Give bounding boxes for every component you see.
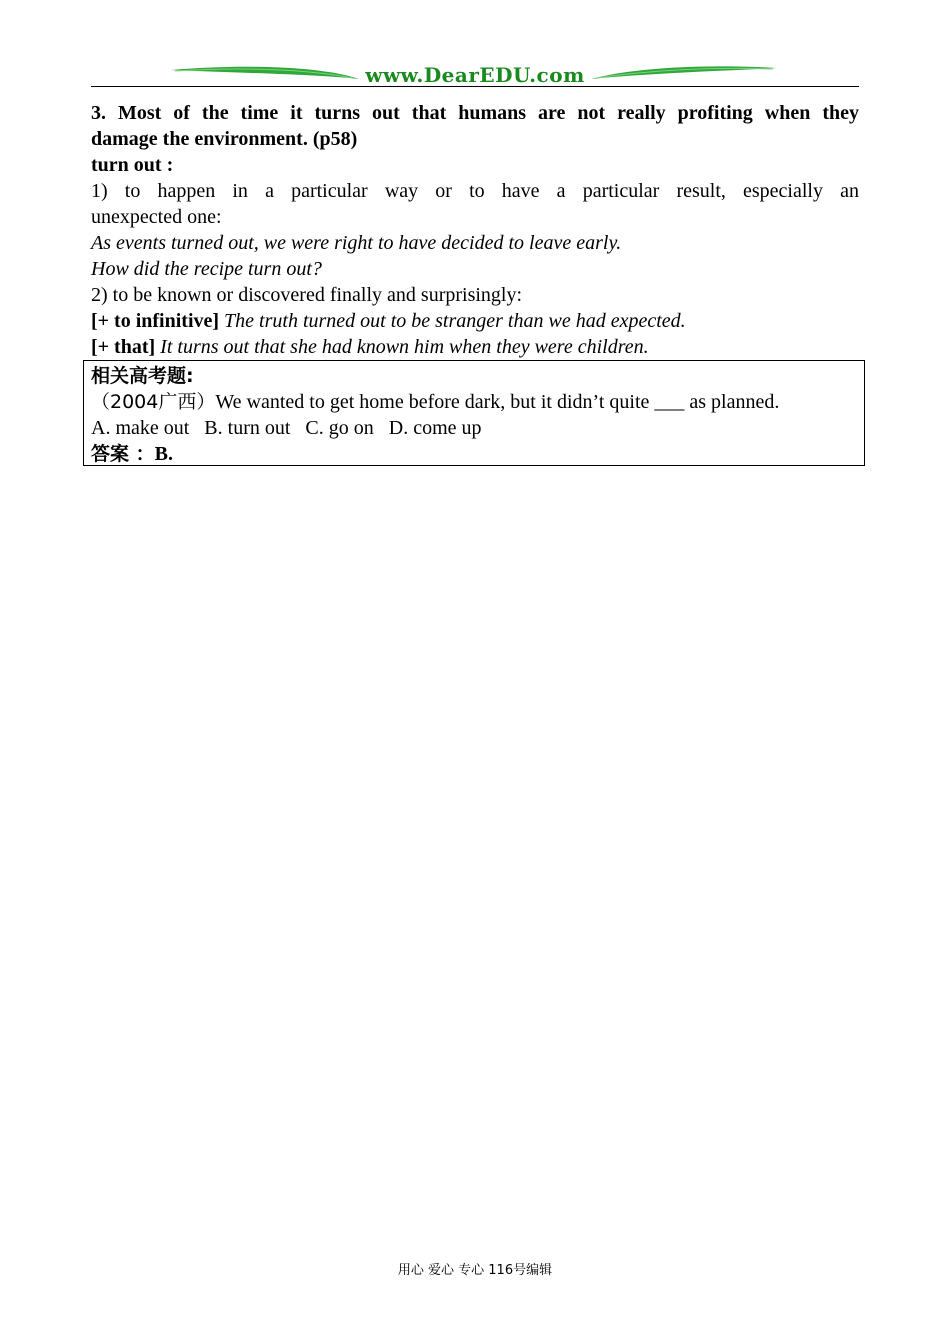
exam-question-box — [83, 360, 865, 466]
sentence-heading-line-1: 3. Most of the time it turns out that humans are not really profiting when they — [91, 102, 859, 124]
definition-2: 2) to be known or discovered finally and surprisingly: — [91, 284, 523, 306]
answer-label: 答案 ： — [91, 443, 155, 465]
exam-answer — [91, 441, 864, 467]
definition-1-line-1: 1) to happen in a particular way or to have a particular result, especially an — [91, 180, 859, 202]
exam-options: A. make out B. turn out C. go on D. come up — [91, 417, 482, 439]
page-header — [91, 60, 859, 90]
pattern-2-example: It turns out that she had known him when they were children. — [155, 336, 649, 358]
main-content — [91, 100, 859, 360]
answer-value: B. — [154, 443, 173, 465]
pattern-1-example: The truth turned out to be stranger than we had expected. — [219, 310, 686, 332]
header-rule — [91, 86, 859, 87]
example-sentence-1: As events turned out, we were right to have decided to leave early. — [91, 232, 622, 254]
example-sentence-2: How did the recipe turn out? — [91, 258, 322, 280]
pattern-1-label: [+ to infinitive] — [91, 310, 220, 332]
exam-source: （2004广西） — [91, 391, 216, 413]
definition-1-line-2: unexpected one: — [91, 206, 222, 228]
exam-box-title: 相关高考题: — [91, 365, 194, 387]
pattern-1 — [91, 308, 859, 334]
page-footer: 用心 爱心 专心 116号编辑 — [397, 1263, 553, 1278]
exam-question — [91, 389, 864, 415]
sentence-heading-line-2: damage the environment. (p58) — [91, 128, 358, 150]
term-heading: turn out : — [91, 154, 174, 176]
site-logo-text[interactable]: www.DearEDU.com — [365, 63, 585, 87]
pattern-2 — [91, 334, 859, 360]
exam-question-text: We wanted to get home before dark, but it didn’t quite ___ as planned. — [215, 391, 780, 413]
pattern-2-label: [+ that] — [91, 336, 156, 358]
